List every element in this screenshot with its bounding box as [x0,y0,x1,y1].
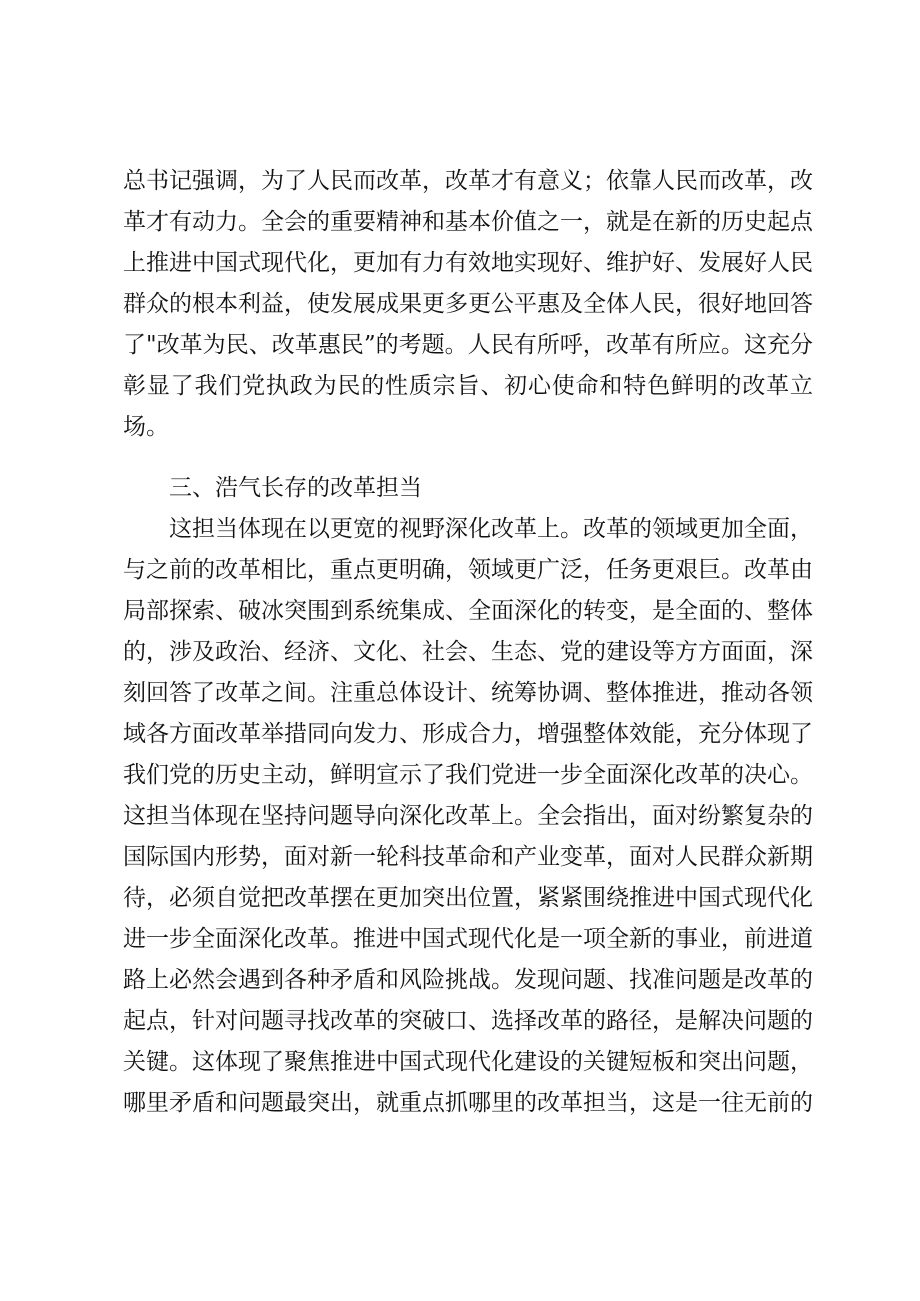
text-block-top [123,161,813,448]
paragraph-3: 这担当体现在坚持问题导向深化改革上。全会指出，面对纷繁复杂的国际国内形势，面对新一轮科技革命和产业变革，面对人民群众新期待，必须自觉把改革摆在更加突出位置，紧紧围绕推进中国式现代化进一步全面深化改革。推进中国式现代化是一项全新的事业，前进道路上必然会遇到各种矛盾和风险挑战。发现问题、找准问题是改革的起点，针对问题寻找改革的突破口、选择改革的路径，是解决问题的关键。这体现了聚焦推进中国式现代化建设的关键短板和突出问题，哪里矛盾和问题最突出，就重点抓哪里的改革担当，这是一往无前的 [123,803,813,1116]
paragraph-1: 总书记强调，为了人民而改革，改革才有意义；依靠人民而改革，改革才有动力。全会的重要精神和基本价值之一，就是在新的历史起点上推进中国式现代化，更加有力有效地实现好、维护好、发展好人民群众的根本利益，使发展成果更多更公平惠及全体人民，很好地回答了"改革为民、改革惠民”的考题。人民有所呼，改革有所应。这充分彰显了我们党执政为民的性质宗旨、初心使命和特色鲜明的改革立场。 [123,168,813,440]
paragraph-2: 这担当体现在以更宽的视野深化改革上。改革的领域更加全面，与之前的改革相比，重点更明确，领域更广泛，任务更艰巨。改革由局部探索、破冰突围到系统集成、全面深化的转变，是全面的、整体的，涉及政治、经济、文化、社会、生态、党的建设等方方面面，深刻回答了改革之间。注重总体设计、统筹协调、整体推进，推动各领域各方面改革举措同向发力、形成合力，增强整体效能，充分体现了我们党的历史主动，鲜明宣示了我们党进一步全面深化改革的决心。 [123,516,813,788]
section-heading-block [169,468,859,509]
text-block-body [123,509,813,1124]
section-heading: 三、浩气长存的改革担当 [169,475,422,501]
